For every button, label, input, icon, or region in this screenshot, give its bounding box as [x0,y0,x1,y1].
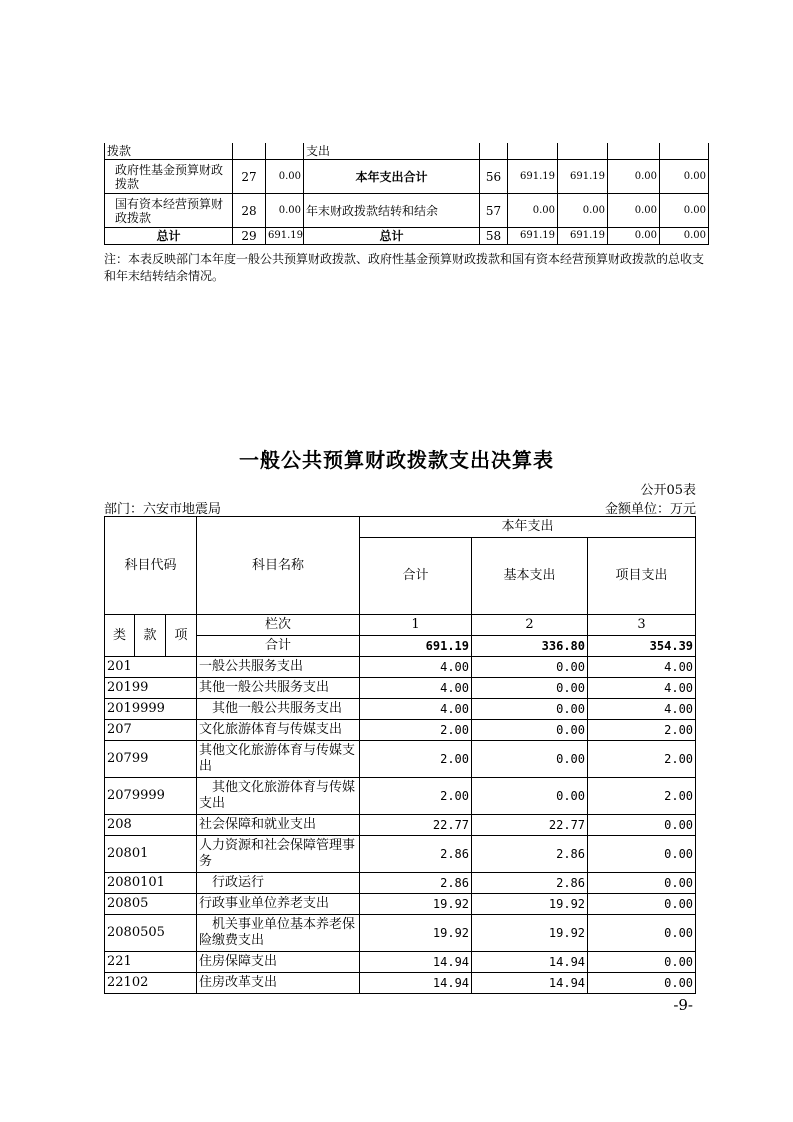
subject-name: 其他文化旅游体育与传媒支出 [197,778,360,815]
subject-code: 201 [105,657,197,678]
table-row [105,194,709,228]
table-row [105,720,696,741]
income-expense-summary-table [104,143,709,245]
col-number: 3 [588,615,696,636]
amount-project: 2.00 [588,741,696,778]
header-kuan: 款 [135,615,166,657]
table-row [105,915,696,952]
subject-name: 机关事业单位基本养老保险缴费支出 [197,915,360,952]
row-number: 58 [480,228,508,245]
subject-name: 住房保障支出 [197,952,360,973]
amount: 0.00 [266,160,304,194]
amount-basic: 19.92 [472,894,588,915]
row-number: 29 [233,228,266,245]
subject-code: 20199 [105,678,197,699]
amount: 0.00 [660,228,709,245]
amount-total: 19.92 [360,915,472,952]
header-lei: 类 [105,615,135,657]
amount: 0.00 [508,194,558,228]
amount-project: 0.00 [588,915,696,952]
header-row [105,615,696,636]
total-basic: 336.80 [472,636,588,657]
subject-code: 221 [105,952,197,973]
header-current-year: 本年支出 [360,517,696,538]
subject-code: 2079999 [105,778,197,815]
header-code: 科目代码 [105,517,197,615]
amount-basic: 19.92 [472,915,588,952]
amount: 691.19 [508,160,558,194]
amount-basic: 0.00 [472,720,588,741]
amount-total: 2.86 [360,873,472,894]
subject-name: 住房改革支出 [197,973,360,994]
table-row [105,699,696,720]
table-note: 注：本表反映部门本年度一般公共预算财政拨款、政府性基金预算财政拨款和国有资本经营预算财政拨款的总收支和年末结转结余情况。 [104,252,705,283]
subject-name: 行政运行 [197,873,360,894]
amount-project: 0.00 [588,952,696,973]
amount-project: 2.00 [588,720,696,741]
header-xiang: 项 [166,615,197,657]
amount-project: 0.00 [588,973,696,994]
subject-code: 208 [105,815,197,836]
page-title: 一般公共预算财政拨款支出决算表 [239,448,554,472]
amount: 0.00 [608,228,660,245]
row-number: 28 [233,194,266,228]
row-label: 拨款 [105,143,233,160]
amount: 0.00 [266,194,304,228]
table-row [105,952,696,973]
table-row [105,678,696,699]
table-row [105,160,709,194]
total-amount: 691.19 [360,636,472,657]
amount: 691.19 [558,228,608,245]
header-name: 科目名称 [197,517,360,615]
col-number: 2 [472,615,588,636]
data-rows [105,657,696,994]
amount-total: 4.00 [360,678,472,699]
total-label: 合计 [197,636,360,657]
amount-basic: 2.86 [472,873,588,894]
amount-basic: 0.00 [472,741,588,778]
page-number: -9- [673,996,693,1014]
total-project: 354.39 [588,636,696,657]
header-total: 合计 [360,538,472,615]
amount-basic: 22.77 [472,815,588,836]
form-number: 公开05表 [640,483,696,498]
subject-name: 其他一般公共服务支出 [197,699,360,720]
col-number: 1 [360,615,472,636]
subject-code: 2080101 [105,873,197,894]
table-row [105,143,709,160]
amount-basic: 0.00 [472,657,588,678]
subject-name: 一般公共服务支出 [197,657,360,678]
row-label: 本年支出合计 [304,160,480,194]
amount: 691.19 [266,228,304,245]
amount-total: 14.94 [360,973,472,994]
amount-project: 0.00 [588,836,696,873]
amount: 0.00 [660,160,709,194]
table-row [105,228,709,245]
table-row [105,894,696,915]
amount-total: 2.00 [360,720,472,741]
subject-code: 207 [105,720,197,741]
header-project: 项目支出 [588,538,696,615]
row-label: 总计 [304,228,480,245]
subject-name: 其他文化旅游体育与传媒支出 [197,741,360,778]
subject-name: 文化旅游体育与传媒支出 [197,720,360,741]
amount-basic: 14.94 [472,952,588,973]
subject-code: 22102 [105,973,197,994]
subject-code: 20799 [105,741,197,778]
amount-project: 4.00 [588,657,696,678]
unit-label: 金额单位：万元 [604,502,696,517]
table-row [105,778,696,815]
amount-project: 0.00 [588,894,696,915]
row-label: 支出 [304,143,480,160]
amount: 0.00 [608,194,660,228]
table-row [105,836,696,873]
amount-basic: 2.86 [472,836,588,873]
row-label: 国有资本经营预算财政拨款 [105,194,233,228]
header-basic: 基本支出 [472,538,588,615]
row-number: 27 [233,160,266,194]
amount-total: 14.94 [360,952,472,973]
header-row [105,517,696,538]
row-label: 政府性基金预算财政拨款 [105,160,233,194]
amount: 0.00 [608,160,660,194]
amount: 0.00 [660,194,709,228]
amount-basic: 0.00 [472,678,588,699]
amount-total: 4.00 [360,699,472,720]
table-row [105,973,696,994]
expenditure-table [104,516,696,994]
amount-project: 0.00 [588,873,696,894]
amount: 691.19 [558,160,608,194]
amount-project: 0.00 [588,815,696,836]
department-label: 部门：六安市地震局 [104,502,222,517]
subject-code: 20805 [105,894,197,915]
subject-name: 人力资源和社会保障管理事务 [197,836,360,873]
subject-code: 2019999 [105,699,197,720]
amount-total: 2.86 [360,836,472,873]
row-number: 56 [480,160,508,194]
table-row [105,873,696,894]
amount: 691.19 [508,228,558,245]
subject-code: 2080505 [105,915,197,952]
amount-project: 4.00 [588,699,696,720]
subject-code: 20801 [105,836,197,873]
amount: 0.00 [558,194,608,228]
amount-project: 2.00 [588,778,696,815]
subject-name: 行政事业单位养老支出 [197,894,360,915]
amount-basic: 0.00 [472,778,588,815]
amount-basic: 0.00 [472,699,588,720]
header-lanci: 栏次 [197,615,360,636]
row-label: 年末财政拨款结转和结余 [304,194,480,228]
subject-name: 其他一般公共服务支出 [197,678,360,699]
amount-total: 2.00 [360,741,472,778]
amount-basic: 14.94 [472,973,588,994]
row-number: 57 [480,194,508,228]
amount-total: 22.77 [360,815,472,836]
amount-total: 19.92 [360,894,472,915]
table-row [105,815,696,836]
amount-project: 4.00 [588,678,696,699]
row-label: 总计 [105,228,233,245]
table-row [105,741,696,778]
amount-total: 2.00 [360,778,472,815]
table-row [105,657,696,678]
subject-name: 社会保障和就业支出 [197,815,360,836]
amount-total: 4.00 [360,657,472,678]
